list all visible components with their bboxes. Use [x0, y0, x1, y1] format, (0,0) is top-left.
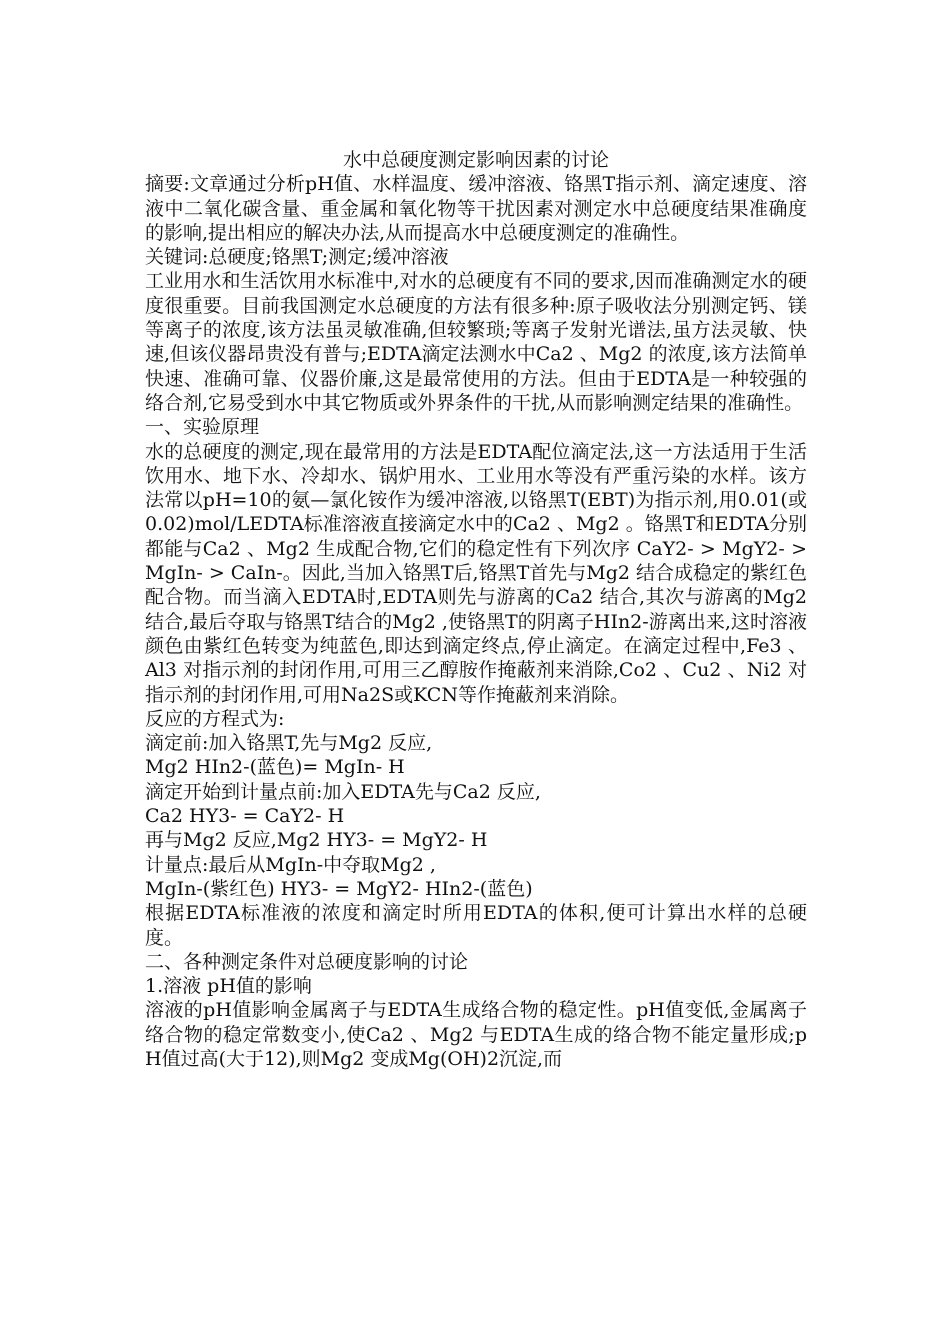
reaction-intro: 反应的方程式为:	[145, 707, 285, 730]
subsection-1-heading: 1.溶液 pH值的影响	[145, 975, 312, 998]
equivalence-point-line: 计量点:最后从MgIn-中夺取Mg2 ,	[145, 853, 436, 876]
document-page	[145, 148, 807, 1071]
section-1-body: 水的总硬度的测定,现在最常用的方法是EDTA配位滴定法,这一方法适用于生活饮用水、地下水、冷却水、锅炉用水、工业用水等没有严重污染的水样。该方法常以pH=10的氨—氯化铵作为缓冲溶液,以铬黑T(EBT)为指示剂,用0.01(或0.02)mol/LEDTA标准溶液直接滴定水中的Ca2 、Mg2 。铬黑T和EDTA分别都能与Ca2 、Mg2 生成配合物,它们的稳定性有下列次序 CaY2- > MgY2- >MgIn- > CaIn-。因此,当加入铬黑T后,铬黑T首先与Mg2 结合成稳定的紫红色配合物。而当滴入EDTA时,EDTA则先与游离的Ca2 结合,其次与游离的Mg2 结合,最后夺取与铬黑T结合的Mg2 ,使铬黑T的阴离子HIn2-游离出来,这时溶液颜色由紫红色转变为纯蓝色,即达到滴定终点,停止滴定。在滴定过程中,Fe3 、Al3 对指示剂的封闭作用,可用三乙醇胺作掩蔽剂来消除,Co2 、Cu2 、Ni2 对指示剂的封闭作用,可用Na2S或KCN等作掩蔽剂来消除。	[145, 440, 807, 706]
titration-start-line: 滴定开始到计量点前:加入EDTA先与Ca2 反应,	[145, 780, 541, 803]
equation-2: Ca2 HY3- = CaY2- H	[145, 805, 345, 828]
equation-4: MgIn-(紫红色) HY3- = MgY2- HIn2-(蓝色)	[145, 877, 533, 900]
keywords-line: 关键词:总硬度;铬黑T;测定;缓冲溶液	[145, 246, 449, 269]
before-titration-line: 滴定前:加入铬黑T,先与Mg2 反应,	[145, 732, 433, 755]
intro-paragraph: 工业用水和生活饮用水标准中,对水的总硬度有不同的要求,因而准确测定水的硬度很重要。目前我国测定水总硬度的方法有很多种:原子吸收法分别测定钙、镁等离子的浓度,该方法虽灵敏准确,但较繁琐;等离子发射光谱法,虽方法灵敏、快速,但该仪器昂贵没有普与;EDTA滴定法测水中Ca2 、Mg2 的浓度,该方法简单快速、准确可靠、仪器价廉,这是最常使用的方法。但由于EDTA是一种较强的络合剂,它易受到水中其它物质或外界条件的干扰,从而影响测定结果的准确性。	[145, 270, 807, 414]
equation-3: 再与Mg2 反应,Mg2 HY3- = MgY2- H	[145, 829, 488, 852]
document-title: 水中总硬度测定影响因素的讨论	[342, 149, 609, 171]
section-2-heading: 二、各种测定条件对总硬度影响的讨论	[145, 950, 469, 973]
subsection-1-body: 溶液的pH值影响金属离子与EDTA生成络合物的稳定性。pH值变低,金属离子络合物的稳定常数变小,使Ca2 、Mg2 与EDTA生成的络合物不能定量形成;pH值过高(大于12),则Mg2 变成Mg(OH)2沉淀,而	[145, 999, 807, 1070]
section-1-heading: 一、实验原理	[145, 416, 260, 439]
abstract-paragraph: 摘要:文章通过分析pH值、水样温度、缓冲溶液、铬黑T指示剂、滴定速度、溶液中二氧化碳含量、重金属和氧化物等干扰因素对测定水中总硬度结果准确度的影响,提出相应的解决办法,从而提高水中总硬度测定的准确性。	[145, 173, 807, 244]
calculation-note: 根据EDTA标准液的浓度和滴定时所用EDTA的体积,便可计算出水样的总硬度。	[145, 902, 807, 949]
equation-1: Mg2 HIn2-(蓝色)= MgIn- H	[145, 756, 405, 779]
